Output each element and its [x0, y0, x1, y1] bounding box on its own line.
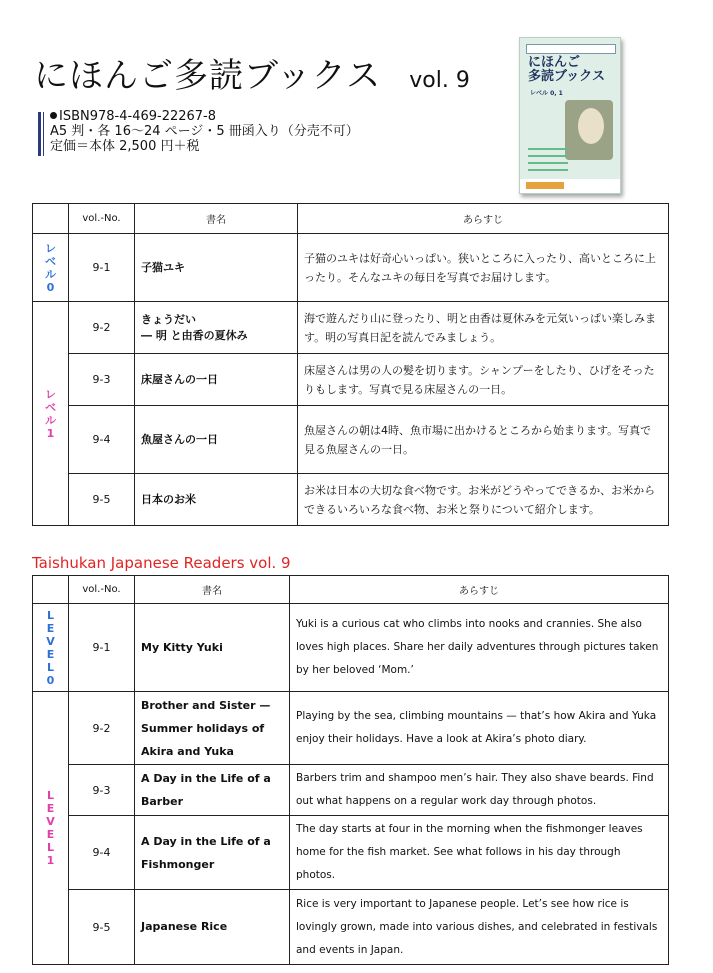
spec: A5 判・各 16～24 ページ・5 冊函入り（分売不可）: [50, 124, 359, 139]
table-en: [32, 575, 669, 965]
book-title-line2: ― 明 と由香の夏休み: [141, 328, 248, 342]
table-header-row: [33, 576, 669, 604]
table-row: [33, 816, 669, 890]
book-title: Japanese Rice: [135, 890, 290, 965]
book-title: A Day in the Life of a Fishmonger: [135, 816, 290, 890]
table-row: [33, 474, 669, 526]
vol-no: 9-1: [69, 604, 135, 692]
synopsis: 子猫のユキは好奇心いっぱい。狭いところに入ったり、高いところに上ったり。そんなユキの毎日を写真でお届けします。: [298, 234, 669, 302]
bullet-icon: [50, 112, 57, 119]
isbn: ISBN978-4-469-22267-8: [59, 109, 217, 124]
level0-label: レ ベ ル 0: [33, 234, 69, 302]
book-cover-image: [519, 37, 621, 194]
book-info: [50, 109, 359, 154]
synopsis: 魚屋さんの朝は4時、魚市場に出かけるところから始まります。写真で見る魚屋さんの一日。: [298, 406, 669, 474]
info-bar: [38, 112, 41, 156]
table-row: [33, 890, 669, 965]
cover-strip: [526, 44, 616, 54]
book-title: 子猫ユキ: [135, 234, 298, 302]
table-jp: [32, 203, 669, 526]
vol-no: 9-4: [69, 406, 135, 474]
synopsis: Barbers trim and shampoo men’s hair. They also shave beards. Find out what happens on a regular work day through photos.: [290, 765, 669, 816]
table-row: [33, 765, 669, 816]
header-blank: [33, 576, 69, 604]
level1-label: L E V E L 1: [33, 692, 69, 965]
title-vol: vol. 9: [409, 68, 470, 93]
cover-title-line2: 多読ブックス: [528, 69, 605, 84]
synopsis: The day starts at four in the morning when the fishmonger leaves home for the fish market. See what follows in his day through photos.: [290, 816, 669, 890]
synopsis: 床屋さんは男の人の髪を切ります。シャンプーをしたり、ひげをそったりもします。写真で見る床屋さんの一日。: [298, 354, 669, 406]
vol-no: 9-4: [69, 816, 135, 890]
english-section-title: Taishukan Japanese Readers vol. 9: [32, 554, 291, 572]
header-volno: vol.-No.: [69, 204, 135, 234]
page-title: [34, 56, 470, 101]
book-title: 魚屋さんの一日: [135, 406, 298, 474]
header-volno: vol.-No.: [69, 576, 135, 604]
book-title: 床屋さんの一日: [135, 354, 298, 406]
cover-title: [528, 56, 605, 84]
synopsis: お米は日本の大切な食べ物です。お米がどうやってできるか、お米からできるいろいろな食べ物、お米と祭りについて紹介します。: [298, 474, 669, 526]
book-title: Brother and Sister —Summer holidays of Akira and Yuka: [135, 692, 290, 765]
header-synopsis: あらすじ: [298, 204, 669, 234]
book-title: My Kitty Yuki: [135, 604, 290, 692]
vol-no: 9-2: [69, 692, 135, 765]
level1-label: レ ベ ル 1: [33, 302, 69, 526]
header-title: 書名: [135, 576, 290, 604]
title-text: にほんご多読ブックス: [34, 56, 382, 96]
synopsis: 海で遊んだり山に登ったり、明と由香は夏休みを元気いっぱい楽しみます。明の写真日記を読んでみましょう。: [298, 302, 669, 354]
table-row: [33, 354, 669, 406]
book-title: A Day in the Life of a Barber: [135, 765, 290, 816]
table-header-row: [33, 204, 669, 234]
vol-no: 9-1: [69, 234, 135, 302]
table-row: [33, 302, 669, 354]
header-synopsis: あらすじ: [290, 576, 669, 604]
cover-footer: [520, 179, 620, 193]
table-row: [33, 234, 669, 302]
header-title: 書名: [135, 204, 298, 234]
cover-lines: [528, 148, 568, 176]
info-bar-thin: [43, 112, 44, 156]
book-title: [135, 302, 298, 354]
synopsis: Yuki is a curious cat who climbs into nooks and crannies. She also loves high places. Share her daily adventures through pictures taken by her beloved ‘Mom.’: [290, 604, 669, 692]
vol-no: 9-5: [69, 890, 135, 965]
vol-no: 9-3: [69, 354, 135, 406]
cover-photo-cat: [578, 108, 604, 144]
cover-level: レベル 0, 1: [530, 90, 563, 97]
synopsis: Rice is very important to Japanese people. Let’s see how rice is lovingly grown, made into various dishes, and celebrated in festivals and events in Japan.: [290, 890, 669, 965]
vol-no: 9-5: [69, 474, 135, 526]
price: 定価＝本体 2,500 円＋税: [50, 139, 200, 154]
vol-no: 9-2: [69, 302, 135, 354]
header-blank: [33, 204, 69, 234]
table-row: [33, 604, 669, 692]
cover-title-line1: にほんご: [528, 55, 581, 70]
book-title: 日本のお米: [135, 474, 298, 526]
table-row: [33, 406, 669, 474]
book-title-line1: きょうだい: [141, 312, 196, 326]
level0-label: L E V E L 0: [33, 604, 69, 692]
vol-no: 9-3: [69, 765, 135, 816]
table-row: [33, 692, 669, 765]
synopsis: Playing by the sea, climbing mountains — that’s how Akira and Yuka enjoy their holidays. Have a look at Akira’s photo diary.: [290, 692, 669, 765]
